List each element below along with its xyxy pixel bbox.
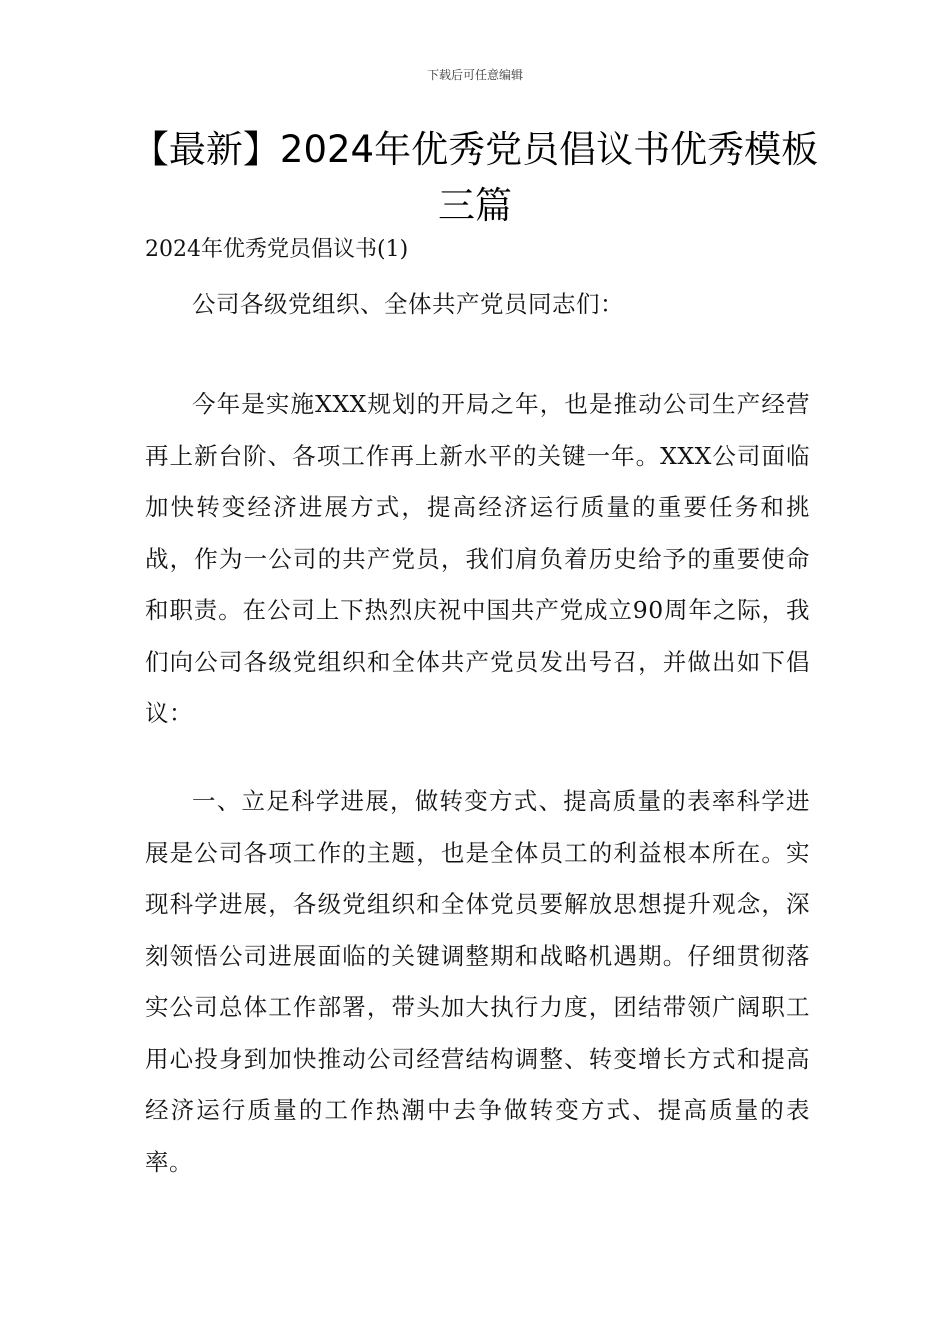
paragraph-2: 一、立足科学进展，做转变方式、提高质量的表率科学进展是公司各项工作的主题，也是全体员工的利益根本所在。实现科学进展，各级党组织和全体党员要解放思想提升观念，深刻领悟公司进展面临的关键调整期和战略机遇期。仔细贯彻落实公司总体工作部署，带头加大执行力度，团结带领广阔职工用心投身到加快推动公司经营结构调整、转变增长方式和提高经济运行质量的工作热潮中去争做转变方式、提高质量的表率。 bbox=[145, 787, 810, 1176]
section-subtitle: 2024年优秀党员倡议书(1) bbox=[145, 237, 409, 262]
paragraph-1: 今年是实施XXX规划的开局之年，也是推动公司生产经营再上新台阶、各项工作再上新水平的关键一年。XXX公司面临加快转变经济进展方式，提高经济运行质量的重要任务和挑战，作为一公司的共产党员，我们肩负着历史给予的重要使命和职责。在公司上下热烈庆祝中国共产党成立90周年之际，我们向公司各级党组织和全体共产党员发出号召，并做出如下倡议： bbox=[145, 390, 810, 727]
header-note: 下载后可任意编辑 bbox=[426, 68, 523, 82]
salutation: 公司各级党组织、全体共产党员同志们： bbox=[192, 290, 624, 318]
document-title: 【最新】2024年优秀党员倡议书优秀模板三篇 bbox=[131, 128, 819, 227]
